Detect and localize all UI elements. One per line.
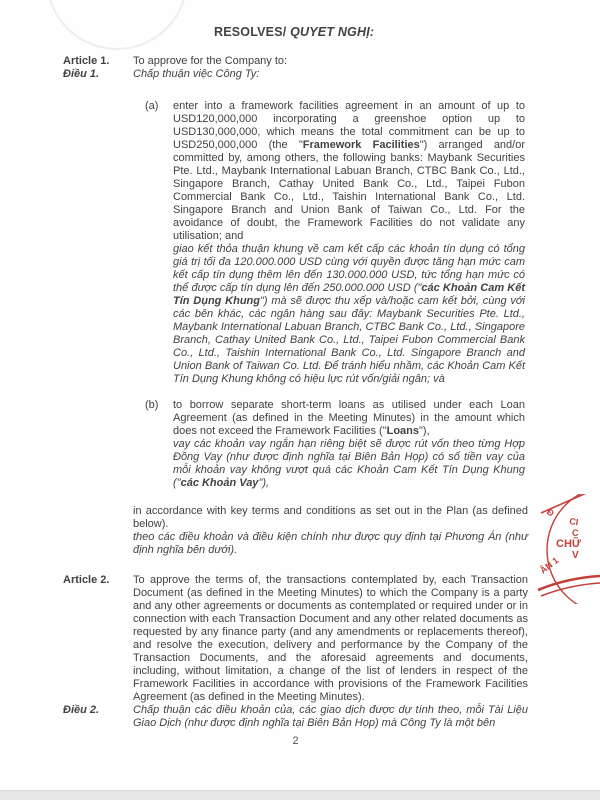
article-1-intro-row [63, 55, 528, 81]
article-2-row-en [63, 574, 528, 704]
page-number: 2 [292, 735, 299, 747]
article-1-label: Article 1. [63, 55, 110, 67]
item-a-marker: (a) [145, 100, 159, 112]
item-a-paragraph-vi: giao kết thỏa thuận khung về cam kết cấp các khoản tín dụng có tổng giá trị tối đa 120.000.000 USD cùng với quyền được tăng hạn mức cam kết cấp tín dụng thêm lên đến 130.000.000 USD, tức tổng hạn mức có thể được cấp tín dụng lên đến 250.000.000 USD ("các Khoản Cam Kết Tín Dụng Khung") mà sẽ được thu xếp và/hoặc cam kết bởi, cùng với các bên khác, các ngân hàng sau đây: Maybank Securities Pte. Ltd., Maybank International Labuan Branch, CTBC Bank Co., Ltd., Singapore Branch, Cathay United Bank Co., Ltd., Taipei Fubon Commercial Bank Co., Ltd., Taishin International Bank Co., Ltd. Singapore Branch and Union Bank of Taiwan Co. Ltd. Để tránh hiểu nhầm, các Khoản Cam Kết Tín Dụng Khung không có hiệu lực rút vốn/giải ngân; và [173, 243, 526, 385]
item-b-paragraph-en: to borrow separate short-term loans as utilised under each Loan Agreement (as defined in the Meeting Minutes) in the amount which does not exceed the Framework Facilities ("Loans"), [173, 399, 525, 437]
red-stamp-icon [533, 494, 600, 604]
stamp-text-an1: ÂN 1 [538, 555, 561, 576]
stamp-text-chu: CHỮ [556, 538, 582, 550]
stamp-text-ci: CI [568, 516, 580, 528]
article-1-closing-vi: theo các điều khoản và điều kiện chính như được quy định tại Phương Án (như định nghĩa bên dưới). [133, 531, 528, 556]
article-1-closing [133, 505, 528, 557]
article-1-label-col [63, 55, 133, 81]
list-item-a [145, 100, 525, 386]
heading-vi: QUYET NGHỊ: [286, 25, 375, 39]
article-2-paragraph-vi: Chấp thuận các điều khoản của, các giao dịch được dự tính theo, mỗi Tài Liệu Giao Dịch (như được định nghĩa tại Biên Bản Họp) mà Công Ty là một bên [133, 704, 528, 729]
item-b-marker: (b) [145, 399, 159, 411]
article-1-intro-en: To approve for the Company to: [133, 55, 288, 67]
item-a-body [173, 100, 525, 386]
article-1-intro [133, 55, 528, 81]
article-2-row-vi [63, 704, 528, 730]
heading-en: RESOLVES/ [214, 25, 287, 39]
article-1-closing-en: in accordance with key terms and conditions as set out in the Plan (as defined below). [133, 505, 528, 530]
dieu-1-label: Điều 1. [63, 68, 100, 80]
article-2-paragraph-en: To approve the terms of, the transactions contemplated by, each Transaction Document (as defined in the Meeting Minutes) to which the Company is a party and any other agreements or documents as contemplated or required under or in connection with each Transaction Document and any other related documents as requested by any finance party (and any amendments or replacements thereof), and resolve the execution, delivery and performance by the Company of the Transaction Documents, and the aforesaid agreements and documents, including, without limitation, a change of the list of lenders in respect of the Framework Facilities in accordance with provisions of the Framework Facilities Agreement (as defined in the Meeting Minutes). [133, 574, 528, 703]
item-b-body [173, 399, 525, 490]
stamp-text-c: C [572, 528, 579, 538]
dieu-2-label-col [63, 704, 133, 730]
article-2-label-col [63, 574, 133, 704]
article-2-label: Article 2. [63, 574, 110, 586]
dieu-2-label: Điều 2. [63, 704, 100, 716]
scan-bottom-edge [0, 790, 600, 800]
stamp-text-v: V [572, 550, 579, 561]
list-item-b [145, 399, 525, 490]
item-b-paragraph-vi: vay các khoản vay ngắn hạn riêng biệt sẽ được rút vốn theo từng Hợp Đồng Vay (như được định nghĩa tại Biên Bản Họp) có số tiền vay của mỗi khoản vay không vượt quá các Khoản Cam Kết Tín Dụng Khung ("các Khoản Vay"), [173, 438, 525, 489]
item-a-paragraph-en: enter into a framework facilities agreement in an amount of up to USD120,000,000 incorporating a greenshoe option up to USD130,000,000, which means the total commitment can be up to USD250,000,000 (the "Framework Facilities") arranged and/or committed by, among others, the following banks: Maybank Securities Pte. Ltd., Maybank International Labuan Branch, CTBC Bank Co., Ltd., Singapore Branch, Cathay United Bank Co., Ltd., Taipei Fubon Commercial Bank Co., Ltd., Taishin International Bank Co., Ltd. Singapore Branch and Union Bank of Taiwan Co., Ltd. For the avoidance of doubt, the Framework Facilities do not validate any utilisation; and [173, 100, 526, 242]
article-1-intro-vi: Chấp thuận việc Công Ty: [133, 68, 260, 80]
stamp-text-d: Đ [544, 506, 557, 519]
